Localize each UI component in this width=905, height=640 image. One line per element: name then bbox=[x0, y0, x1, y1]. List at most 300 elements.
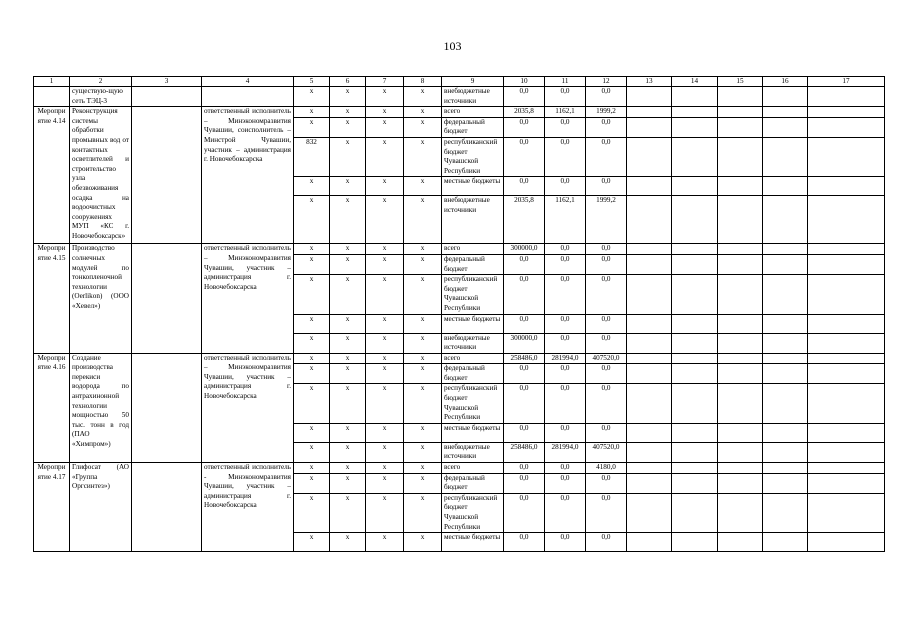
code-cell: x bbox=[366, 423, 404, 442]
empty-cell bbox=[672, 442, 718, 462]
empty-cell bbox=[627, 473, 672, 493]
empty-cell bbox=[627, 493, 672, 532]
empty-cell bbox=[718, 87, 763, 107]
value-cell: 0,0 bbox=[545, 493, 586, 532]
column-header: 8 bbox=[404, 77, 442, 87]
code-cell: x bbox=[366, 384, 404, 423]
code-cell: x bbox=[330, 333, 366, 353]
empty-cell bbox=[808, 493, 885, 532]
column-header: 3 bbox=[132, 77, 202, 87]
empty-cell bbox=[672, 463, 718, 474]
empty-cell bbox=[718, 275, 763, 314]
column-header: 15 bbox=[718, 77, 763, 87]
value-cell: 300000,0 bbox=[504, 333, 545, 353]
code-cell: x bbox=[330, 87, 366, 107]
code-cell: x bbox=[404, 314, 442, 333]
empty-cell bbox=[808, 353, 885, 364]
empty-cell bbox=[627, 107, 672, 118]
value-cell: 1162,1 bbox=[545, 196, 586, 244]
funding-source: республиканский бюджет Чувашской Республики bbox=[442, 384, 504, 423]
empty-cell bbox=[808, 177, 885, 196]
empty-cell bbox=[763, 473, 808, 493]
value-cell: 0,0 bbox=[586, 493, 627, 532]
empty-cell bbox=[808, 473, 885, 493]
measure-executor: ответственный исполнитель - Минэкономразвития Чувашии, участник – администрация г. Новочебоксарска bbox=[202, 463, 294, 552]
empty-cell bbox=[808, 107, 885, 118]
code-cell: x bbox=[294, 117, 330, 137]
measure-number: Мероприятие 4.14 bbox=[34, 107, 70, 244]
value-cell: 2035,8 bbox=[504, 107, 545, 118]
value-cell: 0,0 bbox=[586, 254, 627, 274]
empty-cell bbox=[808, 137, 885, 176]
funding-source: внебюджетные источники bbox=[442, 196, 504, 244]
empty-cell bbox=[672, 493, 718, 532]
empty-cell bbox=[672, 117, 718, 137]
empty-cell bbox=[718, 384, 763, 423]
empty-cell bbox=[718, 314, 763, 333]
value-cell: 0,0 bbox=[586, 117, 627, 137]
column-header: 5 bbox=[294, 77, 330, 87]
value-cell: 0,0 bbox=[504, 87, 545, 107]
code-cell: x bbox=[330, 364, 366, 384]
funding-source: внебюджетные источники bbox=[442, 87, 504, 107]
code-cell: x bbox=[404, 473, 442, 493]
value-cell: 258486,0 bbox=[504, 442, 545, 462]
empty-cell bbox=[627, 254, 672, 274]
value-cell: 0,0 bbox=[586, 384, 627, 423]
code-cell: x bbox=[294, 442, 330, 462]
code-cell: x bbox=[366, 333, 404, 353]
code-cell: x bbox=[330, 473, 366, 493]
code-cell: x bbox=[366, 254, 404, 274]
empty-cell bbox=[808, 117, 885, 137]
value-cell: 0,0 bbox=[586, 423, 627, 442]
empty-cell bbox=[718, 107, 763, 118]
value-cell: 258486,0 bbox=[504, 353, 545, 364]
code-cell: x bbox=[366, 353, 404, 364]
empty-cell bbox=[763, 244, 808, 255]
measure-name: Глифосат (АО «Группа Оргсинтез») bbox=[70, 463, 132, 552]
empty-cell bbox=[672, 244, 718, 255]
value-cell: 0,0 bbox=[586, 314, 627, 333]
code-cell: x bbox=[404, 275, 442, 314]
value-cell: 0,0 bbox=[504, 533, 545, 552]
empty-cell bbox=[808, 533, 885, 552]
funding-source: всего bbox=[442, 463, 504, 474]
code-cell: x bbox=[366, 244, 404, 255]
empty-cell bbox=[627, 137, 672, 176]
value-cell: 0,0 bbox=[545, 384, 586, 423]
value-cell: 0,0 bbox=[586, 275, 627, 314]
column-header: 2 bbox=[70, 77, 132, 87]
empty-cell bbox=[132, 87, 202, 107]
code-cell: x bbox=[330, 177, 366, 196]
value-cell: 4180,0 bbox=[586, 463, 627, 474]
measure-number: Мероприятие 4.17 bbox=[34, 463, 70, 552]
code-cell: x bbox=[404, 107, 442, 118]
code-cell: x bbox=[294, 493, 330, 532]
empty-cell bbox=[808, 275, 885, 314]
empty-cell bbox=[808, 364, 885, 384]
code-cell: x bbox=[330, 442, 366, 462]
empty-cell bbox=[132, 463, 202, 552]
value-cell: 0,0 bbox=[504, 314, 545, 333]
funding-source: федеральный бюджет bbox=[442, 364, 504, 384]
code-cell: x bbox=[294, 353, 330, 364]
code-cell: x bbox=[366, 364, 404, 384]
code-cell: x bbox=[404, 353, 442, 364]
code-cell: x bbox=[404, 364, 442, 384]
code-cell: x bbox=[294, 473, 330, 493]
code-cell: x bbox=[404, 493, 442, 532]
empty-cell bbox=[763, 314, 808, 333]
code-cell: x bbox=[404, 442, 442, 462]
code-cell: x bbox=[294, 314, 330, 333]
code-cell: 832 bbox=[294, 137, 330, 176]
value-cell: 0,0 bbox=[586, 87, 627, 107]
funding-source: федеральный бюджет bbox=[442, 473, 504, 493]
code-cell: x bbox=[330, 254, 366, 274]
empty-cell bbox=[808, 333, 885, 353]
measure-number: Мероприятие 4.15 bbox=[34, 244, 70, 353]
empty-cell bbox=[808, 254, 885, 274]
code-cell: x bbox=[366, 473, 404, 493]
value-cell: 0,0 bbox=[545, 314, 586, 333]
code-cell: x bbox=[294, 275, 330, 314]
code-cell: x bbox=[294, 463, 330, 474]
empty-cell bbox=[627, 87, 672, 107]
code-cell: x bbox=[366, 493, 404, 532]
empty-cell bbox=[763, 384, 808, 423]
code-cell: x bbox=[366, 442, 404, 462]
column-header: 6 bbox=[330, 77, 366, 87]
empty-cell bbox=[763, 196, 808, 244]
value-cell: 0,0 bbox=[586, 364, 627, 384]
value-cell: 2035,8 bbox=[504, 196, 545, 244]
column-header: 9 bbox=[442, 77, 504, 87]
column-header: 16 bbox=[763, 77, 808, 87]
empty-cell bbox=[627, 384, 672, 423]
empty-cell bbox=[718, 364, 763, 384]
empty-cell bbox=[718, 473, 763, 493]
empty-cell bbox=[718, 493, 763, 532]
value-cell: 0,0 bbox=[504, 423, 545, 442]
table-row bbox=[34, 244, 885, 255]
measure-name: Создание производства перекиси водорода по антрахинонной технологии мощностью 50 тыс. тонн в год (ПАО «Химпром») bbox=[70, 353, 132, 462]
program-table bbox=[33, 76, 885, 552]
code-cell: x bbox=[404, 177, 442, 196]
value-cell: 407520,0 bbox=[586, 353, 627, 364]
code-cell: x bbox=[404, 384, 442, 423]
empty-cell bbox=[763, 177, 808, 196]
value-cell: 281994,0 bbox=[545, 353, 586, 364]
value-cell: 0,0 bbox=[586, 137, 627, 176]
code-cell: x bbox=[330, 196, 366, 244]
empty-cell bbox=[763, 423, 808, 442]
code-cell: x bbox=[330, 463, 366, 474]
value-cell: 0,0 bbox=[504, 254, 545, 274]
code-cell: x bbox=[366, 533, 404, 552]
empty-cell bbox=[718, 533, 763, 552]
value-cell: 0,0 bbox=[504, 473, 545, 493]
empty-cell bbox=[718, 177, 763, 196]
empty-cell bbox=[672, 275, 718, 314]
empty-cell bbox=[808, 244, 885, 255]
table-row bbox=[34, 107, 885, 118]
empty-cell bbox=[672, 87, 718, 107]
empty-cell bbox=[763, 107, 808, 118]
code-cell: x bbox=[366, 463, 404, 474]
empty-cell bbox=[763, 137, 808, 176]
page-number: 103 bbox=[443, 39, 462, 53]
code-cell: x bbox=[294, 533, 330, 552]
empty-cell bbox=[672, 333, 718, 353]
empty-cell bbox=[672, 364, 718, 384]
code-cell: x bbox=[330, 533, 366, 552]
table-row bbox=[34, 87, 885, 107]
code-cell: x bbox=[294, 87, 330, 107]
code-cell: x bbox=[294, 333, 330, 353]
code-cell: x bbox=[366, 196, 404, 244]
code-cell: x bbox=[404, 463, 442, 474]
empty-cell bbox=[627, 177, 672, 196]
funding-source: всего bbox=[442, 107, 504, 118]
empty-cell bbox=[763, 275, 808, 314]
value-cell: 0,0 bbox=[504, 384, 545, 423]
value-cell: 0,0 bbox=[504, 137, 545, 176]
empty-cell bbox=[627, 333, 672, 353]
code-cell: x bbox=[366, 177, 404, 196]
code-cell: x bbox=[330, 384, 366, 423]
empty-cell bbox=[808, 196, 885, 244]
code-cell: x bbox=[330, 107, 366, 118]
code-cell: x bbox=[404, 244, 442, 255]
empty-cell bbox=[672, 107, 718, 118]
code-cell: x bbox=[366, 275, 404, 314]
funding-source: местные бюджеты bbox=[442, 177, 504, 196]
empty-cell bbox=[718, 196, 763, 244]
empty-cell bbox=[808, 463, 885, 474]
empty-cell bbox=[132, 107, 202, 244]
code-cell: x bbox=[294, 384, 330, 423]
empty-cell bbox=[763, 87, 808, 107]
value-cell: 0,0 bbox=[545, 533, 586, 552]
measure-executor bbox=[202, 87, 294, 107]
empty-cell bbox=[132, 244, 202, 353]
funding-source: местные бюджеты bbox=[442, 533, 504, 552]
empty-cell bbox=[672, 314, 718, 333]
column-header: 7 bbox=[366, 77, 404, 87]
code-cell: x bbox=[366, 137, 404, 176]
value-cell: 0,0 bbox=[504, 117, 545, 137]
code-cell: x bbox=[330, 314, 366, 333]
column-header: 12 bbox=[586, 77, 627, 87]
value-cell: 0,0 bbox=[545, 333, 586, 353]
measure-name: существую-щую сеть ТЭЦ-3 bbox=[70, 87, 132, 107]
value-cell: 0,0 bbox=[504, 364, 545, 384]
empty-cell bbox=[808, 87, 885, 107]
empty-cell bbox=[627, 442, 672, 462]
value-cell: 0,0 bbox=[545, 473, 586, 493]
column-header: 13 bbox=[627, 77, 672, 87]
empty-cell bbox=[763, 493, 808, 532]
empty-cell bbox=[627, 533, 672, 552]
funding-source: республиканский бюджет Чувашской Республики bbox=[442, 137, 504, 176]
empty-cell bbox=[672, 473, 718, 493]
code-cell: x bbox=[330, 244, 366, 255]
funding-source: местные бюджеты bbox=[442, 423, 504, 442]
code-cell: x bbox=[330, 137, 366, 176]
measure-number bbox=[34, 87, 70, 107]
value-cell: 0,0 bbox=[586, 533, 627, 552]
code-cell: x bbox=[294, 364, 330, 384]
empty-cell bbox=[763, 333, 808, 353]
empty-cell bbox=[672, 384, 718, 423]
value-cell: 0,0 bbox=[586, 177, 627, 196]
empty-cell bbox=[672, 533, 718, 552]
empty-cell bbox=[763, 463, 808, 474]
empty-cell bbox=[763, 533, 808, 552]
code-cell: x bbox=[404, 87, 442, 107]
funding-source: внебюджетные источники bbox=[442, 333, 504, 353]
empty-cell bbox=[718, 244, 763, 255]
empty-cell bbox=[672, 137, 718, 176]
code-cell: x bbox=[404, 533, 442, 552]
empty-cell bbox=[132, 353, 202, 462]
table-row bbox=[34, 353, 885, 364]
column-header: 14 bbox=[672, 77, 718, 87]
code-cell: x bbox=[366, 117, 404, 137]
empty-cell bbox=[627, 364, 672, 384]
code-cell: x bbox=[366, 107, 404, 118]
code-cell: x bbox=[330, 275, 366, 314]
code-cell: x bbox=[366, 314, 404, 333]
code-cell: x bbox=[404, 254, 442, 274]
value-cell: 0,0 bbox=[545, 177, 586, 196]
empty-cell bbox=[763, 254, 808, 274]
code-cell: x bbox=[330, 493, 366, 532]
funding-source: внебюджетные источники bbox=[442, 442, 504, 462]
empty-cell bbox=[627, 314, 672, 333]
empty-cell bbox=[672, 254, 718, 274]
empty-cell bbox=[718, 254, 763, 274]
measure-name: Реконструкция системы обработки промывных вод от контактных осветлителей и строительство узла обезвоживания осадка на водоочистных сооружениях МУП «КС г. Новочебоксарск» bbox=[70, 107, 132, 244]
value-cell: 0,0 bbox=[586, 473, 627, 493]
empty-cell bbox=[672, 177, 718, 196]
value-cell: 0,0 bbox=[586, 333, 627, 353]
value-cell: 0,0 bbox=[545, 137, 586, 176]
value-cell: 300000,0 bbox=[504, 244, 545, 255]
value-cell: 281994,0 bbox=[545, 442, 586, 462]
measure-name: Производство солнечных модулей по тонкопленочной технологии (Oerlikon) (ООО «Хевел») bbox=[70, 244, 132, 353]
empty-cell bbox=[627, 244, 672, 255]
code-cell: x bbox=[294, 254, 330, 274]
empty-cell bbox=[672, 353, 718, 364]
empty-cell bbox=[718, 137, 763, 176]
empty-cell bbox=[718, 442, 763, 462]
empty-cell bbox=[718, 333, 763, 353]
measure-number: Мероприятие 4.16 bbox=[34, 353, 70, 462]
code-cell: x bbox=[404, 423, 442, 442]
code-cell: x bbox=[330, 423, 366, 442]
column-header: 11 bbox=[545, 77, 586, 87]
value-cell: 0,0 bbox=[586, 244, 627, 255]
empty-cell bbox=[718, 353, 763, 364]
funding-source: местные бюджеты bbox=[442, 314, 504, 333]
value-cell: 1999,2 bbox=[586, 196, 627, 244]
column-header: 17 bbox=[808, 77, 885, 87]
value-cell: 407520,0 bbox=[586, 442, 627, 462]
empty-cell bbox=[718, 423, 763, 442]
code-cell: x bbox=[404, 137, 442, 176]
code-cell: x bbox=[404, 333, 442, 353]
measure-executor: ответственный исполнитель – Минэкономразвития Чувашии, соисполнитель – Минстрой Чувашии, участник – администрация г. Новочебоксарска bbox=[202, 107, 294, 244]
code-cell: x bbox=[294, 244, 330, 255]
value-cell: 0,0 bbox=[545, 275, 586, 314]
empty-cell bbox=[718, 117, 763, 137]
value-cell: 0,0 bbox=[545, 463, 586, 474]
value-cell: 1162,1 bbox=[545, 107, 586, 118]
empty-cell bbox=[763, 442, 808, 462]
code-cell: x bbox=[294, 177, 330, 196]
funding-source: федеральный бюджет bbox=[442, 117, 504, 137]
empty-cell bbox=[627, 423, 672, 442]
value-cell: 0,0 bbox=[504, 463, 545, 474]
value-cell: 0,0 bbox=[545, 254, 586, 274]
value-cell: 0,0 bbox=[504, 177, 545, 196]
funding-source: республиканский бюджет Чувашской Республики bbox=[442, 275, 504, 314]
code-cell: x bbox=[404, 196, 442, 244]
code-cell: x bbox=[330, 353, 366, 364]
value-cell: 1999,2 bbox=[586, 107, 627, 118]
empty-cell bbox=[808, 314, 885, 333]
empty-cell bbox=[627, 196, 672, 244]
table-body bbox=[34, 77, 885, 552]
empty-cell bbox=[627, 353, 672, 364]
empty-cell bbox=[627, 117, 672, 137]
empty-cell bbox=[763, 364, 808, 384]
code-cell: x bbox=[330, 117, 366, 137]
funding-source: всего bbox=[442, 353, 504, 364]
column-number-row bbox=[34, 77, 885, 87]
empty-cell bbox=[718, 463, 763, 474]
value-cell: 0,0 bbox=[545, 364, 586, 384]
funding-source: федеральный бюджет bbox=[442, 254, 504, 274]
empty-cell bbox=[763, 117, 808, 137]
empty-cell bbox=[808, 384, 885, 423]
empty-cell bbox=[808, 423, 885, 442]
code-cell: x bbox=[294, 423, 330, 442]
code-cell: x bbox=[294, 196, 330, 244]
code-cell: x bbox=[366, 87, 404, 107]
funding-source: всего bbox=[442, 244, 504, 255]
empty-cell bbox=[627, 463, 672, 474]
measure-executor: ответственный исполнитель – Минэкономразвития Чувашии, участник – администрация г. Новочебоксарска bbox=[202, 353, 294, 462]
code-cell: x bbox=[294, 107, 330, 118]
value-cell: 0,0 bbox=[545, 87, 586, 107]
empty-cell bbox=[627, 275, 672, 314]
empty-cell bbox=[672, 423, 718, 442]
empty-cell bbox=[672, 196, 718, 244]
column-header: 1 bbox=[34, 77, 70, 87]
value-cell: 0,0 bbox=[504, 493, 545, 532]
funding-source: республиканский бюджет Чувашской Республики bbox=[442, 493, 504, 532]
column-header: 4 bbox=[202, 77, 294, 87]
value-cell: 0,0 bbox=[504, 275, 545, 314]
value-cell: 0,0 bbox=[545, 117, 586, 137]
column-header: 10 bbox=[504, 77, 545, 87]
measure-executor: ответственный исполнитель – Минэкономразвития Чувашии, участник – администрация г. Новочебоксарска bbox=[202, 244, 294, 353]
